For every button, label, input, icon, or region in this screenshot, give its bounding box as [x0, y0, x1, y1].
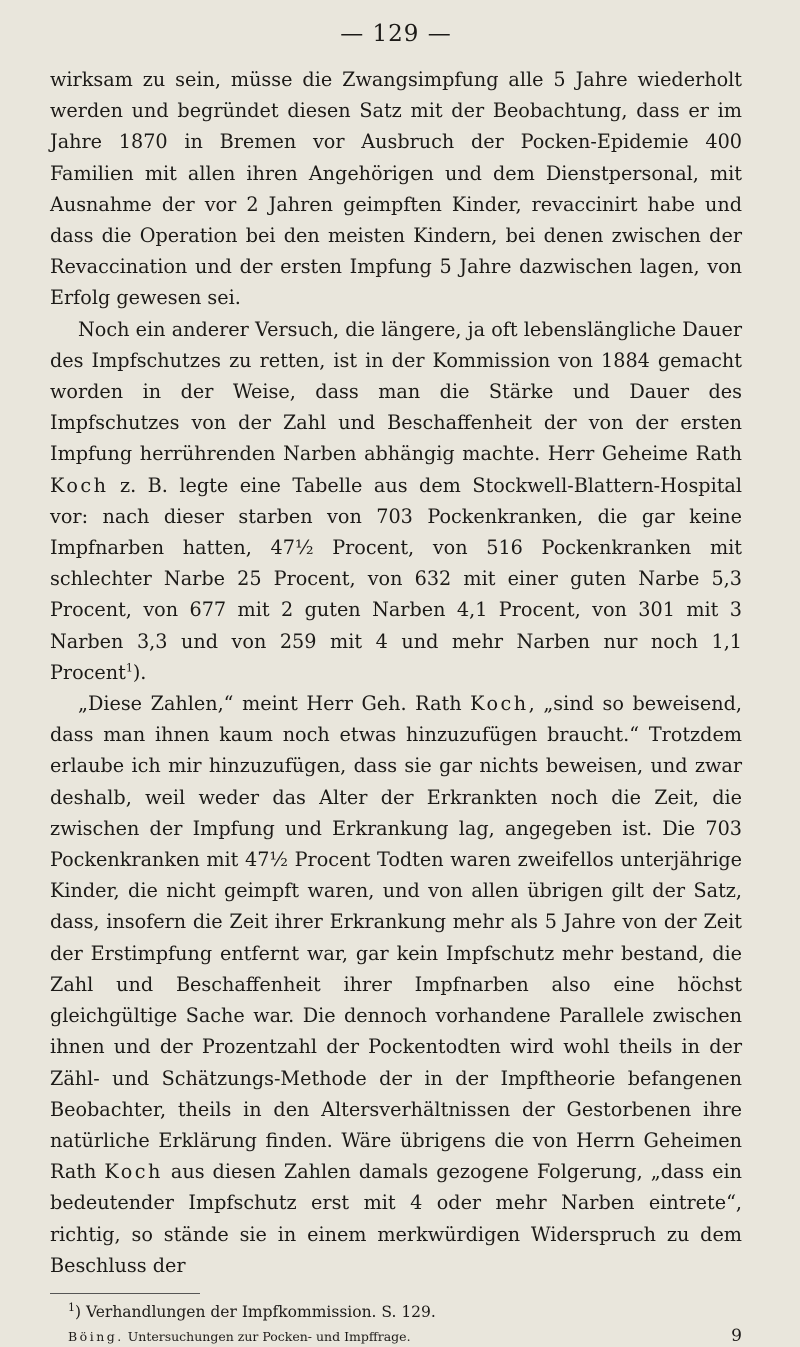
footnote-divider	[50, 1293, 200, 1294]
footnote	[68, 1300, 742, 1324]
page-number-header: — 129 —	[340, 21, 452, 47]
author-name-koch: Koch	[470, 692, 529, 716]
author-name-koch: Koch	[104, 1160, 163, 1184]
paragraph-3-text-a: „Diese Zahlen,“ meint Herr Geh. Rath	[78, 692, 471, 716]
printer-signature	[68, 1326, 742, 1347]
footnote-text: ) Verhandlungen der Impfkommission. S. 129.	[75, 1302, 436, 1321]
paragraph-2-text-b: z. B. legte eine Tabelle aus dem Stockwell-Blattern-Hospital vor: nach dieser starben von 703 Pockenkranken, die gar keine Impfnarben hatten, 47½ Procent, von 516 Pockenkranken mit schlechter Narbe 25 Procent, von 632 mit einer guten Narbe 5,3 Procent, von 677 mit 2 guten Narben 4,1 Procent, von 301 mit 3 Narben 3,3 und von 259 mit 4 und mehr Narben nur noch 1,1 Procent	[50, 473, 742, 684]
signature-author: Böing.	[68, 1328, 124, 1344]
author-name-koch: Koch	[50, 473, 109, 497]
signature-title: Untersuchungen zur Pocken- und Impffrage.	[127, 1328, 411, 1344]
paragraph-2-text-a: Noch ein anderer Versuch, die längere, ja oft lebenslängliche Dauer des Impfschutzes zu retten, ist in der Kommission von 1884 gemacht worden in der Weise, dass man die Stärke und Dauer des Impfschutzes von der Zahl und Beschaffenheit der von der ersten Impfung herrührenden Narben abhängig machte. Herr Geheime Rath	[50, 317, 742, 466]
paragraph-2	[50, 314, 742, 688]
footnote-reference: 1	[125, 661, 133, 675]
signature-number: 9	[731, 1325, 742, 1346]
paragraph-3-text-b: , „sind so beweisend, dass man ihnen kaum noch etwas hinzuzufügen braucht.“ Trotzdem erlaube ich mir hinzuzufügen, dass sie gar nichts beweisen, und zwar deshalb, weil weder das Alter der Erkrankten noch die Zeit, die zwischen der Impfung und Erkrankung lag, angegeben ist. Die 703 Pockenkranken mit 47½ Procent Todten waren zweifellos unterjährige Kinder, die nicht geimpft waren, und von allen übrigen gilt der Satz, dass, insofern die Zeit ihrer Erkrankung mehr als 5 Jahre von der Zeit der Erstimpfung entfernt war, gar kein Impfschutz mehr bestand, die Zahl und Beschaffenheit ihrer Impfnarben also eine höchst gleichgültige Sache war. Die dennoch vorhandene Parallele zwischen ihnen und der Prozentzahl der Pockentodten wird wohl theils in der Zähl- und Schätzungs-Methode der in der Impftheorie befangenen Beobachter, theils in den Altersverhältnissen der Gestorbenen ihre natürliche Erklärung finden. Wäre übrigens die von Herrn Geheimen Rath	[50, 692, 742, 1184]
body-text	[50, 64, 742, 1281]
footnote-marker: 1	[68, 1300, 75, 1314]
signature-text	[68, 1327, 411, 1347]
paragraph-1: wirksam zu sein, müsse die Zwangsimpfung alle 5 Jahre wiederholt werden und begründet diesen Satz mit der Beobachtung, dass er im Jahre 1870 in Bremen vor Ausbruch der Pocken-Epidemie 400 Familien mit allen ihren Angehörigen und dem Dienstpersonal, mit Ausnahme der vor 2 Jahren geimpften Kinder, revaccinirt habe und dass die Operation bei den meisten Kindern, bei denen zwischen der Revaccination und der ersten Impfung 5 Jahre dazwischen lagen, von Erfolg gewesen sei.	[50, 68, 742, 310]
paragraph-3-text-c: aus diesen Zahlen damals gezogene Folgerung, „dass ein bedeutender Impfschutz erst mit 4 oder mehr Narben eintrete“, richtig, so stände sie in einem merkwürdigen Widerspruch zu dem Beschluss der	[50, 1160, 742, 1277]
paragraph-3	[50, 688, 742, 1281]
paragraph-2-text-c: ).	[132, 660, 147, 684]
